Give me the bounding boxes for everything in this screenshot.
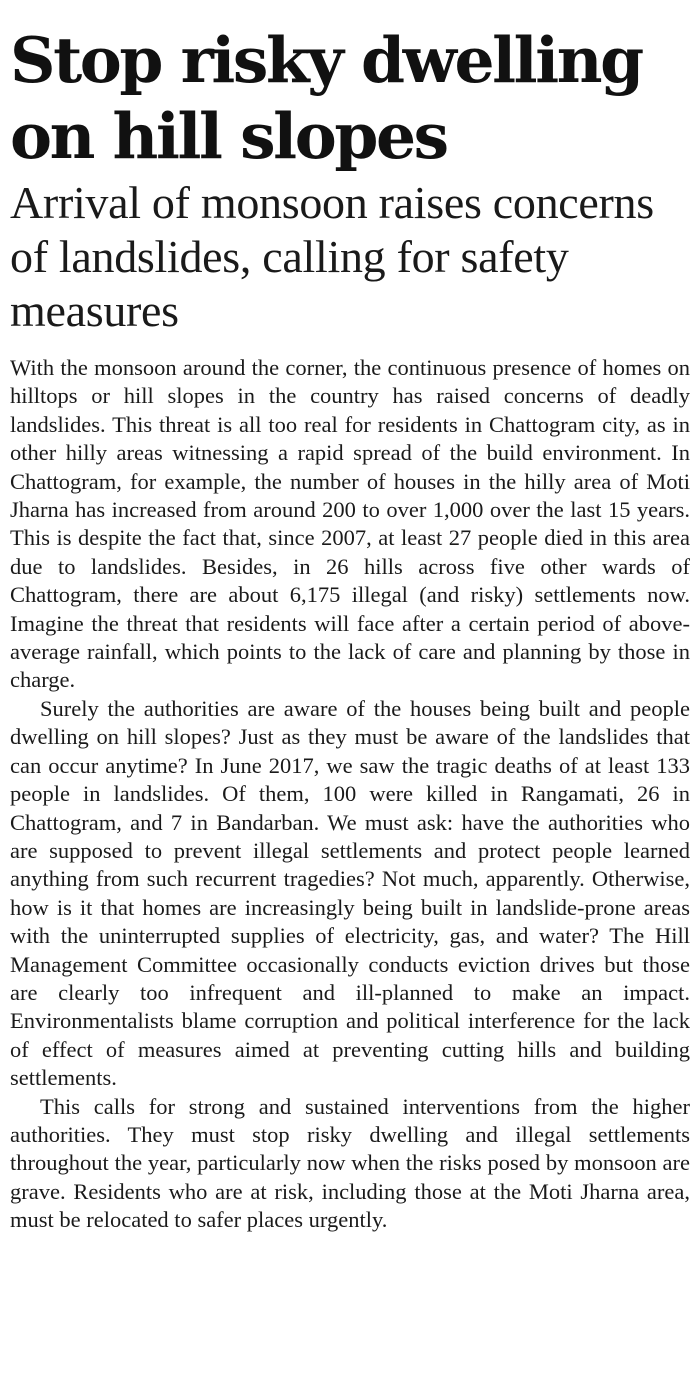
editorial-article	[10, 0, 690, 1235]
subheadline: Arrival of monsoon raises concerns of landslides, calling for safety measures	[10, 177, 654, 336]
article-body	[10, 354, 690, 1235]
paragraph-3: This calls for strong and sustained interventions from the higher authorities. They must stop risky dwelling and illegal settlements throughout the year, particularly now when the risks posed by monsoon are grave. Residents who are at risk, including those at the Moti Jharna area, must be relocated to safer places urgently.	[10, 1093, 690, 1233]
headline: Stop risky dwelling on hill slopes	[10, 23, 642, 173]
paragraph-2: Surely the authorities are aware of the houses being built and people dwelling on hill slopes? Just as they must be aware of the landslides that can occur anytime? In June 2017, we saw the tragic deaths of at least 133 people in landslides. Of them, 100 were killed in Rangamati, 26 in Chattogram, and 7 in Bandarban. We must ask: have the authorities who are supposed to prevent illegal settlements and protect people learned anything from such recurrent tragedies? Not much, apparently. Otherwise, how is it that homes are increasingly being built in landslide-prone areas with the uninterrupted supplies of electricity, gas, and water? The Hill Management Committee occasionally conducts eviction drives but those are clearly too infrequent and ill-planned to make an impact. Environmentalists blame corruption and political interference for the lack of effect of measures aimed at preventing cutting hills and building settlements.	[10, 695, 690, 1091]
paragraph-1: With the monsoon around the corner, the continuous presence of homes on hilltops or hill slopes in the country has raised concerns of deadly landslides. This threat is all too real for residents in Chattogram city, as in other hilly areas witnessing a rapid spread of the build environment. In Chattogram, for example, the number of houses in the hilly area of Moti Jharna has increased from around 200 to over 1,000 over the last 15 years. This is despite the fact that, since 2007, at least 27 people died in this area due to landslides. Besides, in 26 hills across five other wards of Chattogram, there are about 6,175 illegal (and risky) settlements now. Imagine the threat that residents will face after a certain period of above-average rainfall, which points to the lack of care and planning by those in charge.	[10, 355, 690, 693]
